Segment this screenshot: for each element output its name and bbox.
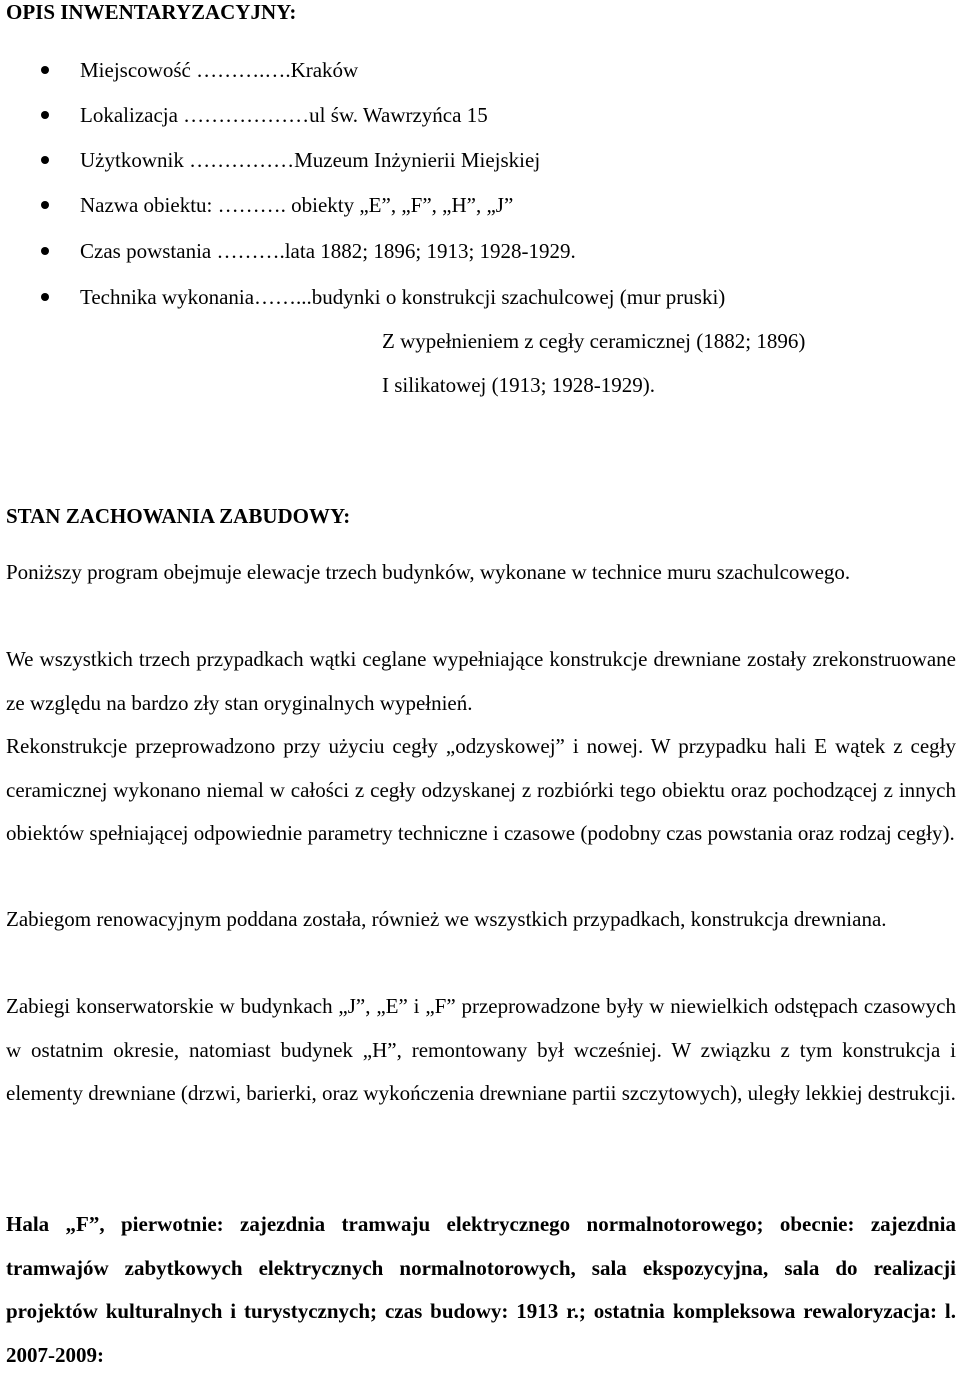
- paragraph-conservation: Zabiegi konserwatorskie w budynkach „J”, „E” i „F” przeprowadzone były w niewielkich odstępach czasowych w ostatnim okresie, natomiast budynek „H”, remontowany był wcześniej. W związku z tym konstrukcja i elementy drewniane (drzwi, barierki, oraz wykończenia drewniane partii szczytowych), uległy lekkiej destrukcji.: [6, 994, 956, 1105]
- condition-heading: STAN ZACHOWANIA ZABUDOWY:: [6, 504, 351, 528]
- bullet-icon: [41, 111, 49, 119]
- technique-continuation-line: I silikatowej (1913; 1928-1929).: [382, 373, 655, 397]
- paragraph-hall-f: Hala „F”, pierwotnie: zajezdnia tramwaju elektrycznego normalnotorowego; obecnie: zajezdnia tramwajów zabytkowych elektrycznych normalnotorowych, sala ekspozycyjna, sala do realizacji projektów kulturalnych i turystycznych; czas budowy: 1913 r.; ostatnia kompleksowa rewaloryzacja: l. 2007-2009:: [6, 1212, 956, 1367]
- inventory-item-text: Miejscowość ……….….Kraków: [80, 58, 359, 82]
- bullet-icon: [41, 66, 49, 74]
- bullet-icon: [41, 156, 49, 164]
- bullet-icon: [41, 247, 49, 255]
- inventory-item-text: Czas powstania ……….lata 1882; 1896; 1913; 1928-1929.: [80, 239, 576, 263]
- inventory-item-text: Technika wykonania……...budynki o konstrukcji szachulcowej (mur pruski): [80, 285, 726, 309]
- inventory-item-text: Nazwa obiektu: ………. obiekty „E”, „F”, „H”, „J”: [80, 193, 514, 217]
- bullet-icon: [41, 201, 49, 209]
- inventory-heading: OPIS INWENTARYZACYJNY:: [6, 0, 297, 24]
- paragraph-renovation: Zabiegom renowacyjnym poddana została, również we wszystkich przypadkach, konstrukcja drewniana.: [6, 907, 887, 931]
- paragraph-reconstruction: We wszystkich trzech przypadkach wątki ceglane wypełniające konstrukcje drewniane zostały zrekonstruowane ze względu na bardzo zły stan oryginalnych wypełnień.: [6, 647, 956, 715]
- inventory-item-text: Lokalizacja ………………ul św. Wawrzyńca 15: [80, 103, 488, 127]
- inventory-item-text: Użytkownik ……………Muzeum Inżynierii Miejskiej: [80, 148, 541, 172]
- paragraph-reclaimed-brick: Rekonstrukcje przeprowadzono przy użyciu cegły „odzyskowej” i nowej. W przypadku hali E wątek z cegły ceramicznej wykonano niemal w całości z cegły odzyskanej z rozbiórki tego obiektu oraz pochodzącej z innych obiektów spełniającej odpowiednie parametry techniczne i czasowe (podobny czas powstania oraz rodzaj cegły).: [6, 734, 956, 845]
- technique-continuation-line: Z wypełnieniem z cegły ceramicznej (1882; 1896): [382, 329, 806, 353]
- paragraph-program: Poniższy program obejmuje elewacje trzech budynków, wykonane w technice muru szachulcowego.: [6, 560, 851, 584]
- bullet-icon: [41, 293, 49, 301]
